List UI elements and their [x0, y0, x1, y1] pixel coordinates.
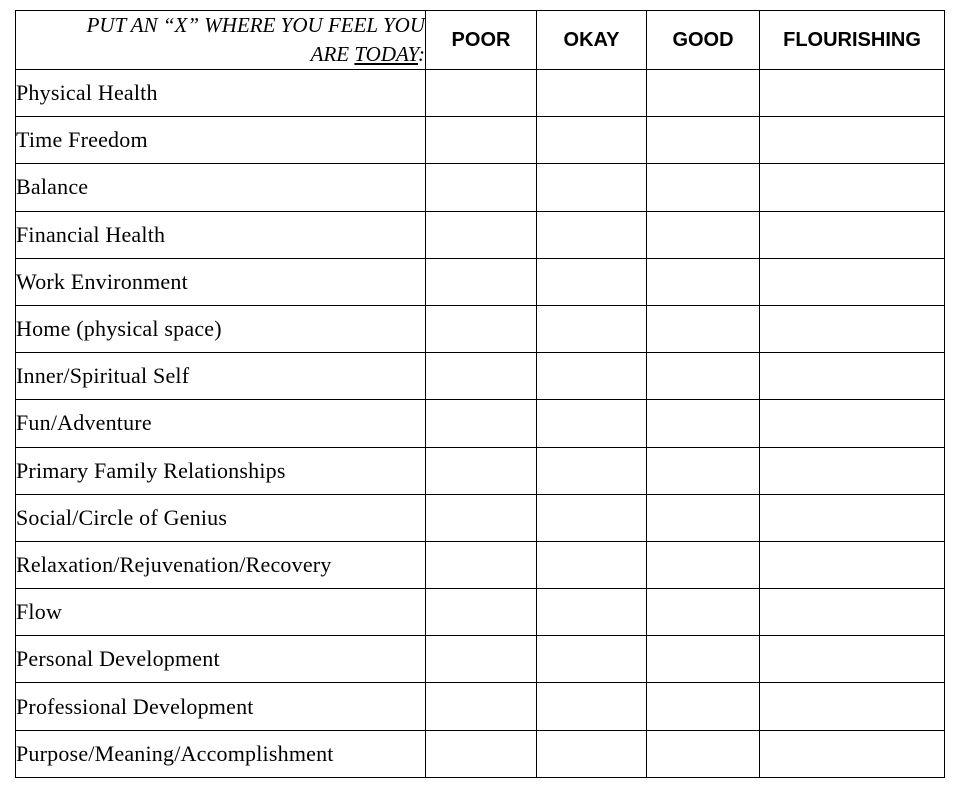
- mark-cell-good[interactable]: [647, 541, 760, 588]
- table-row: [16, 589, 945, 636]
- mark-cell-okay[interactable]: [537, 541, 647, 588]
- table-row: [16, 211, 945, 258]
- life-area-label: Purpose/Meaning/Accomplishment: [16, 730, 426, 777]
- mark-cell-flourishing[interactable]: [760, 353, 945, 400]
- column-header-flourishing: FLOURISHING: [760, 11, 945, 70]
- mark-cell-poor[interactable]: [426, 258, 537, 305]
- instruction-heading: [16, 11, 426, 70]
- table-row: [16, 70, 945, 117]
- life-area-label: Inner/Spiritual Self: [16, 353, 426, 400]
- mark-cell-flourishing[interactable]: [760, 683, 945, 730]
- instruction-emphasis: TODAY: [354, 42, 418, 66]
- life-area-label: Financial Health: [16, 211, 426, 258]
- mark-cell-okay[interactable]: [537, 305, 647, 352]
- column-header-poor: POOR: [426, 11, 537, 70]
- assessment-form: [15, 10, 945, 778]
- mark-cell-okay[interactable]: [537, 117, 647, 164]
- table-row: [16, 730, 945, 777]
- mark-cell-poor[interactable]: [426, 494, 537, 541]
- table-row: [16, 258, 945, 305]
- mark-cell-good[interactable]: [647, 589, 760, 636]
- life-area-label: Balance: [16, 164, 426, 211]
- column-header-okay: OKAY: [537, 11, 647, 70]
- mark-cell-flourishing[interactable]: [760, 305, 945, 352]
- mark-cell-okay[interactable]: [537, 164, 647, 211]
- mark-cell-poor[interactable]: [426, 70, 537, 117]
- mark-cell-okay[interactable]: [537, 494, 647, 541]
- mark-cell-okay[interactable]: [537, 730, 647, 777]
- mark-cell-good[interactable]: [647, 117, 760, 164]
- mark-cell-flourishing[interactable]: [760, 258, 945, 305]
- mark-cell-okay[interactable]: [537, 400, 647, 447]
- life-area-label: Time Freedom: [16, 117, 426, 164]
- life-area-label: Flow: [16, 589, 426, 636]
- table-row: [16, 305, 945, 352]
- mark-cell-good[interactable]: [647, 353, 760, 400]
- mark-cell-okay[interactable]: [537, 447, 647, 494]
- mark-cell-flourishing[interactable]: [760, 164, 945, 211]
- mark-cell-okay[interactable]: [537, 353, 647, 400]
- table-row: [16, 683, 945, 730]
- life-area-label: Fun/Adventure: [16, 400, 426, 447]
- mark-cell-flourishing[interactable]: [760, 211, 945, 258]
- mark-cell-good[interactable]: [647, 258, 760, 305]
- mark-cell-okay[interactable]: [537, 636, 647, 683]
- mark-cell-poor[interactable]: [426, 683, 537, 730]
- mark-cell-okay[interactable]: [537, 589, 647, 636]
- mark-cell-poor[interactable]: [426, 589, 537, 636]
- table-row: [16, 400, 945, 447]
- column-header-good: GOOD: [647, 11, 760, 70]
- mark-cell-poor[interactable]: [426, 636, 537, 683]
- mark-cell-good[interactable]: [647, 305, 760, 352]
- mark-cell-flourishing[interactable]: [760, 636, 945, 683]
- table-row: [16, 541, 945, 588]
- table-row: [16, 494, 945, 541]
- table-row: [16, 164, 945, 211]
- mark-cell-good[interactable]: [647, 400, 760, 447]
- instruction-end: :: [418, 42, 425, 66]
- table-body: [16, 70, 945, 778]
- mark-cell-good[interactable]: [647, 730, 760, 777]
- mark-cell-poor[interactable]: [426, 400, 537, 447]
- instruction-line-1: PUT AN “X” WHERE YOU FEEL YOU: [86, 13, 425, 37]
- life-area-label: Primary Family Relationships: [16, 447, 426, 494]
- mark-cell-flourishing[interactable]: [760, 70, 945, 117]
- table-row: [16, 447, 945, 494]
- life-area-label: Personal Development: [16, 636, 426, 683]
- mark-cell-poor[interactable]: [426, 541, 537, 588]
- life-area-label: Physical Health: [16, 70, 426, 117]
- mark-cell-flourishing[interactable]: [760, 494, 945, 541]
- instruction-line-2: ARE: [310, 42, 355, 66]
- life-area-label: Work Environment: [16, 258, 426, 305]
- mark-cell-flourishing[interactable]: [760, 541, 945, 588]
- life-area-label: Professional Development: [16, 683, 426, 730]
- mark-cell-poor[interactable]: [426, 211, 537, 258]
- mark-cell-okay[interactable]: [537, 258, 647, 305]
- header-row: [16, 11, 945, 70]
- table-row: [16, 636, 945, 683]
- mark-cell-flourishing[interactable]: [760, 447, 945, 494]
- mark-cell-good[interactable]: [647, 447, 760, 494]
- life-area-label: Home (physical space): [16, 305, 426, 352]
- mark-cell-poor[interactable]: [426, 447, 537, 494]
- mark-cell-okay[interactable]: [537, 70, 647, 117]
- mark-cell-good[interactable]: [647, 636, 760, 683]
- life-area-label: Social/Circle of Genius: [16, 494, 426, 541]
- mark-cell-poor[interactable]: [426, 164, 537, 211]
- mark-cell-good[interactable]: [647, 164, 760, 211]
- mark-cell-flourishing[interactable]: [760, 730, 945, 777]
- table-row: [16, 117, 945, 164]
- mark-cell-poor[interactable]: [426, 730, 537, 777]
- mark-cell-okay[interactable]: [537, 211, 647, 258]
- mark-cell-good[interactable]: [647, 70, 760, 117]
- life-area-label: Relaxation/Rejuvenation/Recovery: [16, 541, 426, 588]
- mark-cell-flourishing[interactable]: [760, 117, 945, 164]
- mark-cell-poor[interactable]: [426, 305, 537, 352]
- mark-cell-poor[interactable]: [426, 353, 537, 400]
- mark-cell-flourishing[interactable]: [760, 589, 945, 636]
- mark-cell-good[interactable]: [647, 494, 760, 541]
- table-row: [16, 353, 945, 400]
- mark-cell-good[interactable]: [647, 211, 760, 258]
- mark-cell-poor[interactable]: [426, 117, 537, 164]
- life-areas-table: [15, 10, 945, 778]
- mark-cell-good[interactable]: [647, 683, 760, 730]
- mark-cell-flourishing[interactable]: [760, 400, 945, 447]
- mark-cell-okay[interactable]: [537, 683, 647, 730]
